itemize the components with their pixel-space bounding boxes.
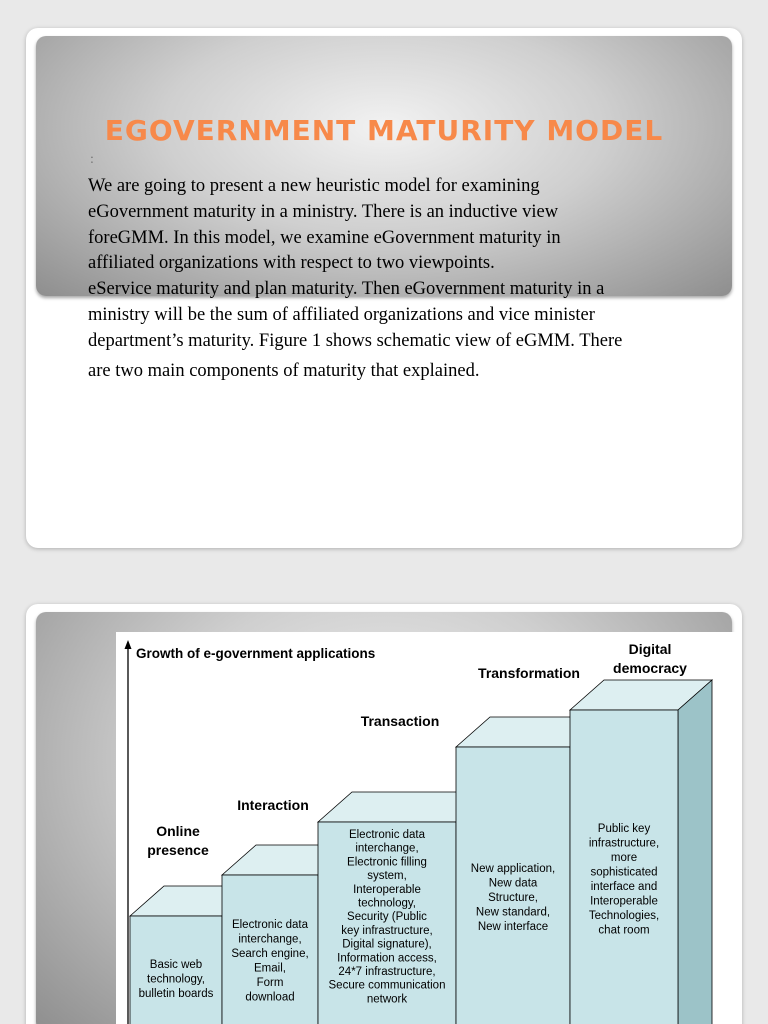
stage-description-line: Electronic data [348,829,426,841]
stage-description-line: network [366,993,408,1006]
stage-name: Transformation [478,665,580,681]
body-line: We are going to present a new heuristic model for examining [88,176,540,196]
stage-description-line: Electronic data [231,919,309,931]
stage-description-line: Interoperable [353,883,421,896]
y-axis-arrow [125,640,132,649]
stage-description-line: technology, [147,973,205,986]
stage-description-line: interface and [590,881,658,893]
stage-description-line: Interoperable [590,895,658,908]
stage-description-line: technology, [358,897,416,910]
body-line: ministry will be the sum of affiliated organizations and vice minister [88,304,595,325]
stage-description-line: Security (Public [347,911,427,924]
stage-description-line: New data [488,877,538,890]
body-line: foreGMM. In this model, we examine eGovernment maturity in [88,227,561,248]
maturity-stages-figure [116,632,740,1024]
body-text [88,174,728,384]
body-line: eService maturity and plan maturity. Then eGovernment maturity in a [88,279,605,300]
stage-description-line: interchange, [238,933,302,946]
body-line: affiliated organizations with respect to two viewpoints. [88,253,495,274]
slide-1 [26,28,742,548]
stage-description-line: New standard, [475,906,551,919]
stage-description-line: Form [256,977,284,989]
maturity-stages-diagram [116,632,740,1024]
stage-description-line: key infrastructure, [341,924,433,937]
stage-name: Online [156,823,200,839]
stage-description-line: download [245,991,295,1004]
stage-name: presence [147,842,209,858]
stage-description-line: New application, [470,863,556,875]
stage-name: Digital [628,641,672,657]
slide-title: EGOVERNMENT MATURITY MODEL [104,114,664,147]
stage-description-line: New interface [477,921,549,933]
stage-description-line: Digital signature), [342,938,432,951]
stage-description-line: interchange, [355,842,419,855]
stage-description-line: Structure, [488,892,538,904]
stage-description-line: chat room [598,924,650,937]
stage-description-line: Secure communication [328,979,446,992]
axis-label: Growth of e-government applications [136,646,376,661]
stage-description-line: more [610,852,638,864]
slide-2 [26,604,742,1024]
body-line: are two main components of maturity that explained. [88,360,480,381]
subtitle-mark: : [90,152,94,167]
body-line: eGovernment maturity in a ministry. There is an inductive view [88,201,559,222]
stage-description-line: Technologies, [588,910,660,922]
stage-description-line: infrastructure, [588,837,660,850]
stage-description-line: 24*7 infrastructure, [338,966,436,978]
stage-description-line: system, [367,870,407,883]
stage-name: democracy [613,660,687,676]
body-line: department’s maturity. Figure 1 shows schematic view of eGMM. There [88,330,623,351]
stage-description-line: sophisticated [590,866,658,879]
stage-name: Interaction [237,797,309,813]
stage-name: Transaction [360,713,440,729]
stage-description-line: Basic web [149,959,203,971]
stage-description-line: Information access, [337,952,437,965]
stage-description-line: Search engine, [231,948,309,960]
stage-description-line: Email, [254,962,286,975]
stage-description-line: bulletin boards [138,988,214,1000]
stage-side-face [678,680,712,1024]
stage-description-line: Electronic filling [347,856,427,869]
stage-description-line: Public key [597,823,651,835]
